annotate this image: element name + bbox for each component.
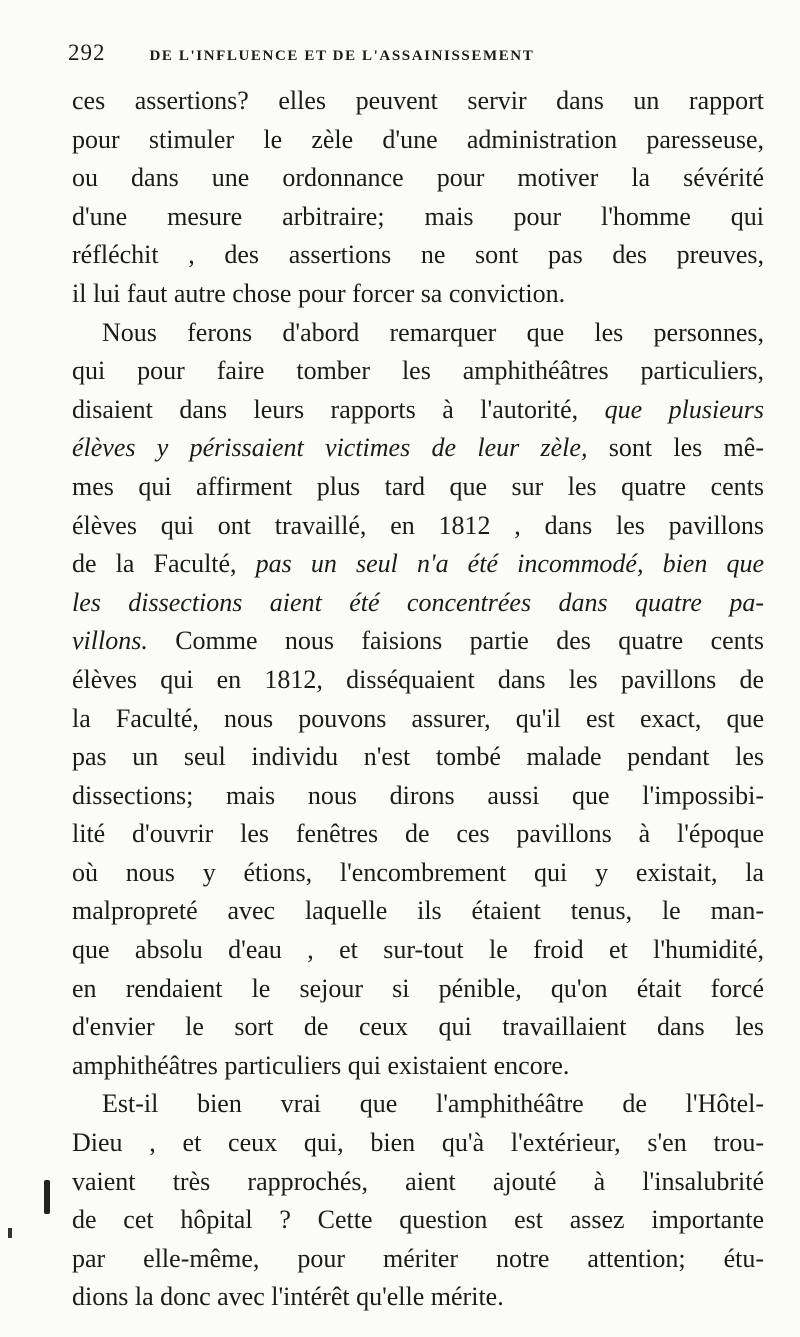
text-line: [72, 121, 764, 160]
text-line: [72, 777, 764, 816]
italic-text: les dissections aient été concentrées dans quatre pa-: [72, 587, 764, 617]
text-segment: mes qui affirment plus tard que sur les quatre cents: [72, 471, 764, 501]
text-line: [72, 661, 764, 700]
text-segment: sont les mê-: [587, 433, 764, 463]
text-segment: réfléchit , des assertions ne sont pas des preuves,: [72, 240, 764, 270]
text-segment: Nous ferons d'abord remarquer que les personnes,: [102, 317, 764, 347]
text-segment: d'envier le sort de ceux qui travaillaient dans les: [72, 1012, 764, 1042]
text-line: [72, 198, 764, 237]
text-segment: Comme nous faisions partie des quatre cents: [147, 626, 764, 656]
page-header: [68, 40, 758, 70]
body-text: [72, 82, 764, 1317]
text-segment: la Faculté, nous pouvons assurer, qu'il est exact, que: [72, 703, 764, 733]
text-line: [72, 275, 764, 314]
text-segment: il lui faut autre chose pour forcer sa conviction.: [72, 278, 566, 308]
text-segment: malpropreté avec laquelle ils étaient tenus, le man-: [72, 896, 764, 926]
margin-mark: [44, 1180, 50, 1214]
italic-text: que plusieurs: [604, 394, 765, 424]
text-line: [72, 1163, 764, 1202]
text-line: [72, 738, 764, 777]
text-line: [72, 314, 764, 353]
text-line: [72, 700, 764, 739]
text-segment: par elle-même, pour mériter notre attention; étu-: [72, 1243, 764, 1273]
text-line: [72, 82, 764, 121]
text-line: [72, 236, 764, 275]
text-line: [72, 507, 764, 546]
text-line: [72, 815, 764, 854]
italic-text: élèves y périssaient victimes de leur zèle,: [72, 433, 588, 463]
italic-text: pas un seul n'a été incommodé, bien que: [255, 549, 764, 579]
text-segment: en rendaient le sejour si pénible, qu'on était forcé: [72, 973, 764, 1003]
text-segment: où nous y étions, l'encombrement qui y existait, la: [72, 857, 764, 887]
text-line: [72, 429, 764, 468]
text-line: [72, 1201, 764, 1240]
text-segment: dions la donc avec l'intérêt qu'elle mérite.: [72, 1282, 504, 1312]
italic-text: villons.: [72, 626, 148, 656]
text-segment: vaient très rapprochés, aient ajouté à l'insalubrité: [72, 1166, 764, 1196]
text-line: [72, 468, 764, 507]
text-segment: de cet hôpital ? Cette question est assez importante: [72, 1205, 764, 1235]
running-head: DE L'INFLUENCE ET DE L'ASSAINISSEMENT: [149, 48, 535, 64]
text-segment: amphithéâtres particuliers qui existaient encore.: [72, 1050, 570, 1080]
text-line: [72, 622, 764, 661]
text-segment: élèves qui en 1812, disséquaient dans les pavillons de: [72, 664, 764, 694]
text-segment: disaient dans leurs rapports à l'autorité,: [72, 394, 605, 424]
text-line: [72, 545, 764, 584]
text-line: [72, 159, 764, 198]
text-segment: lité d'ouvrir les fenêtres de ces pavillons à l'époque: [72, 819, 764, 849]
text-line: [72, 1278, 764, 1317]
text-segment: d'une mesure arbitraire; mais pour l'homme qui: [72, 201, 764, 231]
text-segment: élèves qui ont travaillé, en 1812 , dans les pavillons: [72, 510, 764, 540]
text-segment: ou dans une ordonnance pour motiver la sévérité: [72, 163, 764, 193]
text-segment: pour stimuler le zèle d'une administration paresseuse,: [72, 124, 764, 154]
text-segment: dissections; mais nous dirons aussi que l'impossibi-: [72, 780, 764, 810]
text-line: [72, 854, 764, 893]
text-line: [72, 970, 764, 1009]
text-line: [72, 1085, 764, 1124]
text-line: [72, 892, 764, 931]
text-line: [72, 1240, 764, 1279]
text-segment: ces assertions? elles peuvent servir dans un rapport: [72, 86, 764, 115]
text-line: [72, 1047, 764, 1086]
text-segment: que absolu d'eau , et sur-tout le froid et l'humidité,: [72, 935, 764, 965]
text-segment: de la Faculté,: [72, 549, 256, 579]
text-segment: Dieu , et ceux qui, bien qu'à l'extérieur, s'en trou-: [72, 1128, 764, 1158]
text-line: [72, 352, 764, 391]
text-line: [72, 1124, 764, 1163]
text-line: [72, 584, 764, 623]
margin-mark: [8, 1228, 12, 1238]
text-segment: qui pour faire tomber les amphithéâtres particuliers,: [72, 356, 764, 386]
text-segment: Est-il bien vrai que l'amphithéâtre de l'Hôtel-: [102, 1089, 764, 1119]
text-line: [72, 931, 764, 970]
text-line: [72, 391, 764, 430]
text-segment: pas un seul individu n'est tombé malade pendant les: [72, 742, 764, 772]
text-line: [72, 1008, 764, 1047]
page-number: 292: [68, 40, 106, 65]
